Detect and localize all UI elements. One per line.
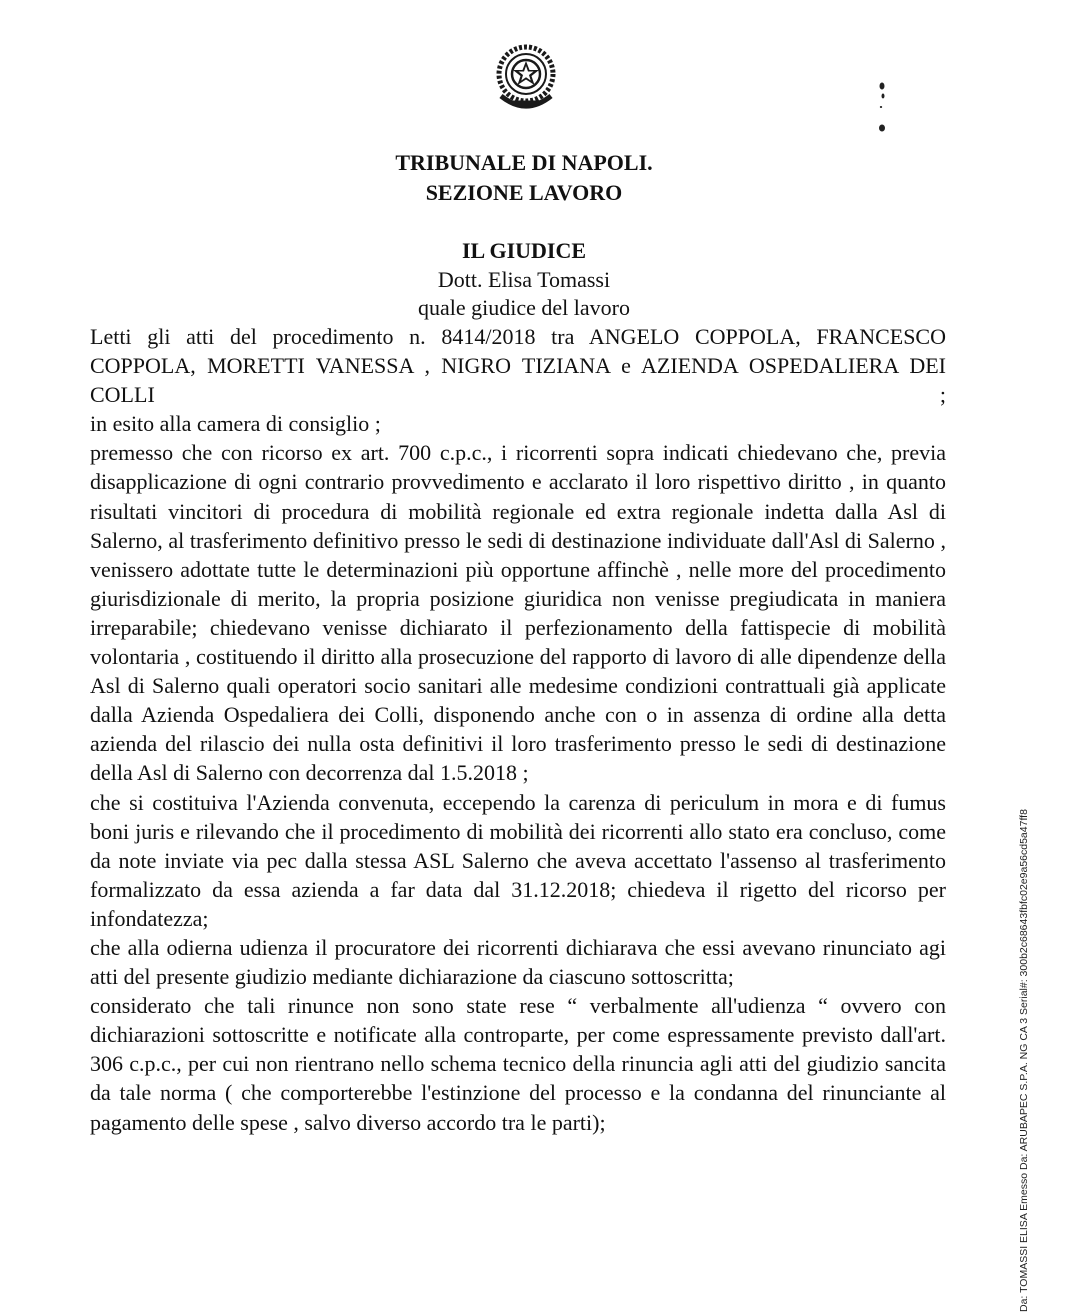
digital-signature-stamp: Da: TOMASSI ELISA Emesso Da: ARUBAPEC S.P.A. NG CA 3 Serial#: 300b2c68643fbfc02e9a56cd5a47ff8 [1018, 809, 1030, 1312]
paragraph: che alla odierna udienza il procuratore dei ricorrenti dichiarava che essi avevano rinunciato agi atti del presente giudizio mediante dichiarazione da ciascuno sottoscritta; [90, 934, 946, 990]
paragraph: premesso che con ricorso ex art. 700 c.p.c., i ricorrenti sopra indicati chiedevano che, previa disapplicazione di ogni contrario provvedimento e acclarato il loro rispettivo diritto , in quanto risultati vincitori di procedura di mobilità regionale ed extra regionale indetta dalla Asl di Salerno, al trasferimento definitivo presso le sedi di destinazione individuate dall'Asl di Salerno , venissero adottate tutte le determinazioni più opportune affinchè , nelle more del procedimento giurisdizionale di merito, la propria posizione giuridica non venisse pregiudicata in maniera irreparabile; chiedevano venisse dichiarato il perfezionamento della fattispecie di mobilità volontaria , costituendo il diritto alla prosecuzione del rapporto di lavoro di alle dipendenze della Asl di Salerno quali operatori socio sanitari alle medesime condizioni contrattuali già applicate dalla Azienda Ospedaliera dei Colli, disponendo anche con o in assenza di ordine alla detta azienda del rilascio dei nulla osta definitivi il loro trasferimento presso le sedi di destinazione della Asl di Salerno con decorrenza dal 1.5.2018 ; [90, 440, 946, 786]
court-section: SEZIONE LAVORO [425, 180, 623, 205]
court-name: TRIBUNALE DI NAPOLI. [395, 150, 653, 175]
paragraph: considerato che tali rinunce non sono state rese “ verbalmente all'udienza “ ovvero con dichiarazioni sottoscritte e notificate alla controparte, per come espressamente previsto dall'art. 306 c.p.c., per cui non rientrano nello schema tecnico della rinuncia agli atti del giudizio sancita da tale norma ( che comporterebbe l'estinzione del processo e la condanna del rinunciante al pagamento delle spese , salvo diverso accordo tra le parti); [90, 993, 946, 1135]
judge-name: Dott. Elisa Tomassi [437, 267, 611, 292]
paragraph: in esito alla camera di consiglio ; [90, 411, 381, 437]
document-body [90, 322, 946, 1137]
italian-republic-emblem-icon [491, 40, 561, 115]
judge-title: IL GIUDICE [461, 238, 587, 263]
scan-specks [876, 80, 890, 134]
paragraph: che si costituiva l'Azienda convenuta, eccependo la carenza di periculum in mora e di fumus boni juris e rilevando che il procedimento di mobilità dei ricorrenti allo stato era concluso, come da note inviate via pec dalla stessa ASL Salerno che aveva accettato l'assenso al trasferimento formalizzato da essa azienda a far data dal 31.12.2018; chiedeva il rigetto del ricorso per infondatezza; [90, 789, 946, 931]
judge-role: quale giudice del lavoro [418, 295, 630, 320]
paragraph: Letti gli atti del procedimento n. 8414/2018 tra ANGELO COPPOLA, FRANCESCO COPPOLA, MORETTI VANESSA , NIGRO TIZIANA e AZIENDA OSPEDALIERA DEI COLLI ; [90, 324, 946, 408]
